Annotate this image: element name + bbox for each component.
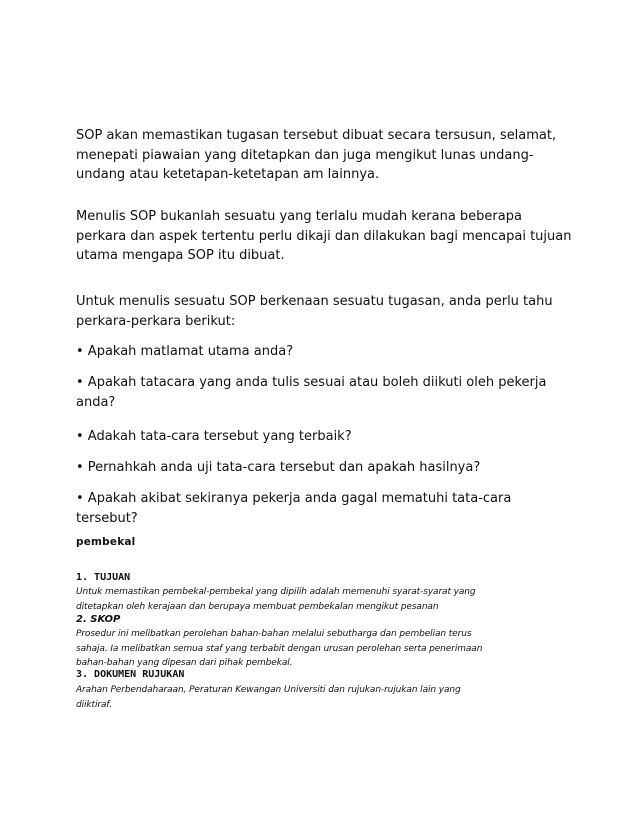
section-title-tujuan: 1. TUJUAN bbox=[76, 572, 131, 583]
bullet-item-5: • Apakah akibat sekiranya pekerja anda gagal mematuhi tata-cara tersebut? bbox=[76, 491, 512, 526]
section-line: Arahan Perbendaharaan, Peraturan Kewangan Universiti dan rujukan-rujukan lain yang bbox=[76, 685, 461, 695]
bullet-item-3: • Adakah tata-cara tersebut yang terbaik? bbox=[76, 429, 352, 444]
section-line: Untuk memastikan pembekal-pembekal yang dipilih adalah memenuhi syarat-syarat yang bbox=[76, 587, 476, 597]
section-line: ditetapkan oleh kerajaan dan berupaya membuat pembekalan mengikut pesanan bbox=[76, 602, 439, 612]
section-title-skop: 2. SKOP bbox=[76, 614, 121, 625]
paragraph-sop-intro: Untuk menulis sesuatu SOP berkenaan sesuatu tugasan, anda perlu tahu perkara-perkara berikut: bbox=[76, 294, 553, 329]
bullet-item-4: • Pernahkah anda uji tata-cara tersebut dan apakah hasilnya? bbox=[76, 460, 481, 475]
paragraph-sop-writing: Menulis SOP bukanlah sesuatu yang terlalu mudah kerana beberapa perkara dan aspek tertentu perlu dikaji dan dilakukan bagi mencapai tujuan utama mengapa SOP itu dibuat. bbox=[76, 209, 572, 263]
section-line: diiktiraf. bbox=[76, 700, 113, 710]
paragraph-sop-purpose: SOP akan memastikan tugasan tersebut dibuat secara tersusun, selamat, menepati piawaian yang ditetapkan dan juga mengikut lunas undang-undang atau ketetapan-ketetapan am lainnya. bbox=[76, 128, 557, 182]
section-line: bahan-bahan yang dipesan dari pihak pembekal. bbox=[76, 658, 293, 668]
section-line: Prosedur ini melibatkan perolehan bahan-bahan melalui sebutharga dan pembelian terus bbox=[76, 629, 472, 639]
section-line: sahaja. Ia melibatkan semua staf yang terbabit dengan urusan perolehan serta penerimaan bbox=[76, 644, 483, 654]
section-title-dokumen-rujukan: 3. DOKUMEN RUJUKAN bbox=[76, 669, 185, 680]
bullet-item-2: • Apakah tatacara yang anda tulis sesuai atau boleh diikuti oleh pekerja anda? bbox=[76, 375, 547, 410]
bullet-item-1: • Apakah matlamat utama anda? bbox=[76, 344, 294, 359]
section-heading-pembekal: pembekal bbox=[76, 536, 136, 548]
